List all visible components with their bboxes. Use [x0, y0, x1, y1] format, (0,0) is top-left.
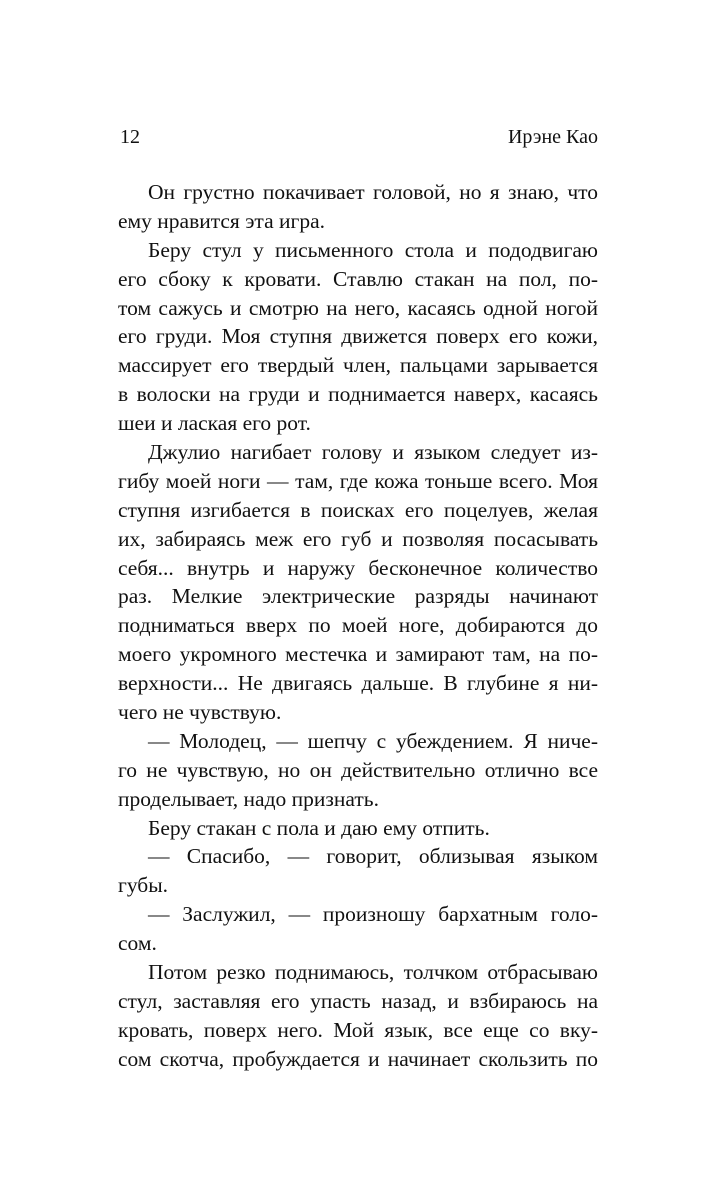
text-line: Потом резко поднимаюсь, толчком отбрасываю	[148, 960, 598, 985]
paragraph	[118, 438, 598, 727]
paragraph	[118, 842, 598, 900]
text-line: Он грустно покачивает головой, но я знаю, что	[148, 180, 598, 204]
text-line: их, забираясь меж его губ и позволяя посасывать	[118, 526, 598, 551]
text-line: Беру стакан с пола и даю ему отпить.	[148, 815, 490, 840]
text-line: гибу моей ноги — там, где кожа тоньше всего. Моя	[118, 468, 598, 493]
text-line: подниматься вверх по моей ноге, добираются до	[118, 613, 598, 638]
text-line: массирует его твердый член, пальцами зарывается	[118, 353, 598, 378]
body-text	[118, 178, 598, 1074]
text-line: верхности... Не двигаясь дальше. В глубине я ни-	[118, 671, 598, 696]
text-line: стул, заставляя его упасть назад, и взбираюсь на	[118, 988, 598, 1013]
paragraph	[118, 900, 598, 958]
book-page	[118, 0, 598, 1181]
text-line: том сажусь и смотрю на него, касаясь одной ногой	[118, 295, 598, 320]
paragraph	[118, 958, 598, 1074]
text-line: в волоски на груди и поднимается наверх, касаясь	[118, 382, 598, 407]
text-line: сом скотча, пробуждается и начинает скользить по	[118, 1046, 598, 1071]
text-line: кровать, поверх него. Мой язык, все еще со вку-	[118, 1017, 598, 1042]
paragraph	[118, 178, 598, 236]
text-line: раз. Мелкие электрические разряды начинают	[118, 584, 598, 609]
running-head-author: Ирэне Као	[507, 126, 598, 148]
text-line: его груди. Моя ступня движется поверх его кожи,	[118, 324, 598, 349]
text-line: — Молодец, — шепчу с убеждением. Я ниче-	[148, 728, 598, 753]
text-line: себя... внутрь и наружу бесконечное количество	[118, 555, 598, 580]
paragraph	[118, 236, 598, 438]
paragraph	[118, 727, 598, 814]
text-line: Беру стул у письменного стола и пододвигаю	[148, 237, 598, 262]
paragraph	[118, 814, 598, 843]
text-line: шеи и лаская его рот.	[118, 411, 311, 436]
text-line: проделывает, надо признать.	[118, 786, 379, 811]
text-line: моего укромного местечка и замирают там, на по-	[118, 642, 598, 667]
text-line: ему нравится эта игра.	[118, 208, 325, 233]
text-line: Джулио нагибает голову и языком следует из-	[148, 440, 598, 465]
text-line: губы.	[118, 873, 169, 898]
page-number: 12	[120, 126, 140, 148]
text-line: — Заслужил, — произношу бархатным голо-	[148, 902, 598, 927]
text-line: сом.	[118, 931, 157, 956]
text-line: го не чувствую, но он действительно отлично все	[118, 757, 598, 782]
text-line: чего не чувствую.	[118, 700, 282, 725]
text-line: — Спасибо, — говорит, облизывая языком	[148, 844, 598, 869]
text-line: его сбоку к кровати. Ставлю стакан на пол, по-	[118, 266, 598, 291]
page-header	[118, 124, 598, 150]
text-line: ступня изгибается в поисках его поцелуев, желая	[118, 497, 598, 522]
